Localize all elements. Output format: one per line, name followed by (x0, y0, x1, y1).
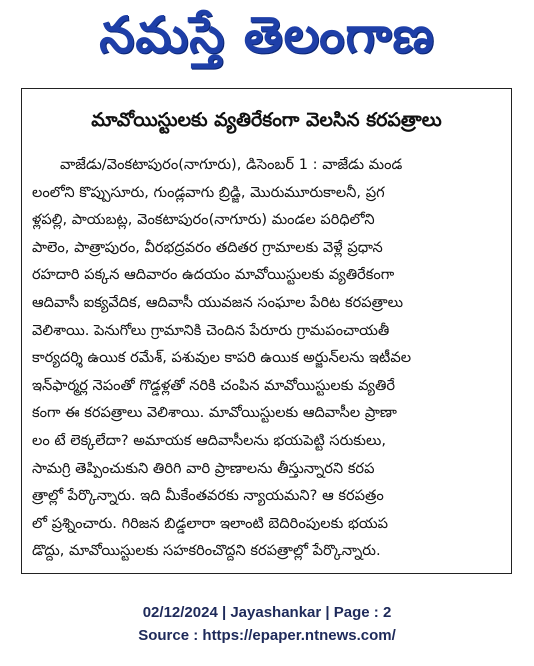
article-line: డొద్దు, మావోయిస్టులకు సహకరించొద్దని కరపత్రాల్లో పేర్కొన్నారు. (32, 542, 381, 560)
article-line: రహదారి పక్కన ఆదివారం ఉదయం మావోయిస్టులకు వ్యతిరేకంగా (32, 266, 395, 284)
article-clipping (21, 88, 512, 574)
edition-info: 02/12/2024 | Jayashankar | Page : 2 (142, 604, 392, 621)
source-link[interactable]: Source : https://epaper.ntnews.com/ (138, 627, 396, 644)
article-line: వెలిశాయి. పెనుగోలు గ్రామానికి చెందిన పేరూరు గ్రామపంచాయతీ (32, 321, 390, 339)
article-line: ళ్లపల్లి, పాయబట్ల, వెంకటాపురం(నాగూరు) మండల పరిధిలోని (32, 211, 375, 229)
masthead-title: నమస్తే తెలంగాణ (99, 5, 435, 64)
clipped-previous-text (40, 94, 493, 98)
article-line: సామగ్రి తెప్పించుకుని తిరిగి వారి ప్రాణాలను తీస్తున్నారని కరప (32, 459, 375, 477)
article-line: వాజేడు/వెంకటాపురం(నాగూరు), డిసెంబర్ 1 : వాజేడు మండ (60, 156, 403, 173)
article-line: త్రాల్లో పేర్కొన్నారు. ఇది మీకేంతవరకు న్యాయమని? ఆ కరపత్రం (32, 487, 384, 505)
article-line: ఆదివాసీ ఐక్యవేదిక, ఆదివాసీ యువజన సంఘాల పేరిట కరపత్రాలు (32, 293, 404, 311)
article-line: కార్యదర్శి ఉయిక రమేశ్, పశువుల కాపరి ఉయిక అర్జున్‌లను ఇటీవల (32, 349, 412, 367)
article-line: లంలోని కొప్పుసూరు, గుండ్లవాగు బ్రిడ్జి, మొరుమూరుకాలనీ, ప్రగ (32, 183, 385, 201)
newspaper-masthead (0, 0, 534, 82)
article-headline: మావోయిస్టులకు వ్యతిరేకంగా వెలసిన కరపత్రాలు (91, 108, 442, 131)
article-line: కంగా ఈ కరపత్రాలు వెలిశాయి. మావోయిస్టులకు ఆదివాసీల ప్రాణా (32, 404, 397, 422)
article-line: ఇన్‌ఫార్మర్ల నెపంతో గొడ్డళ్లతో నరికి చంపిన మావోయిస్టులకు వ్యతిరే (32, 376, 396, 394)
article-line: లో ప్రశ్నించారు. గిరిజన బిడ్డలారా ఇలాంటి బెదిరింపులకు భయప (32, 514, 389, 532)
article-line: లం టే లెక్కలేదా? అమాయక ఆదివాసీలను భయపెట్టి సరుకులు, (32, 431, 387, 449)
article-line: పాలెం, పాత్రాపురం, వీరభద్రవరం తదితర గ్రామాలకు వెళ్లే ప్రధాన (32, 238, 383, 256)
article-body (32, 151, 501, 569)
